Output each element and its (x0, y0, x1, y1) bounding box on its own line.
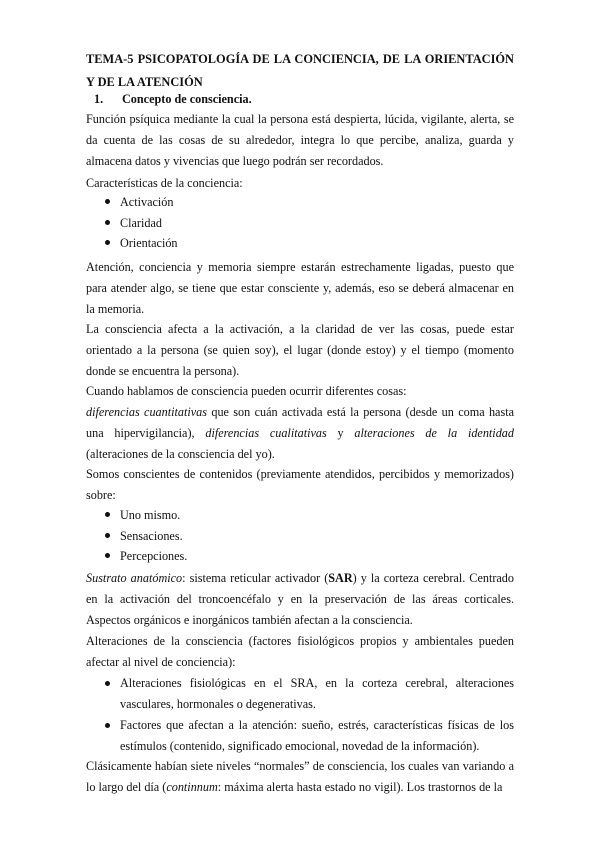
bullet-icon (105, 220, 110, 225)
section-number: 1. (94, 92, 104, 106)
quantitative-term: diferencias cuantitativas (86, 405, 208, 419)
contents-list (86, 505, 514, 567)
levels-paragraph: Clásicamente habían siete niveles “normales” de consciencia, los cuales van variando a lo largo del día (continnum: máxima alerta hasta estado no vigil). Los trastornos de la (86, 759, 514, 794)
characteristics-label: Características de la conciencia: (86, 176, 243, 190)
characteristics-list (86, 192, 514, 254)
bullet-icon (105, 681, 110, 686)
sar-abbreviation: SAR (328, 571, 353, 585)
affect-paragraph: La consciencia afecta a la activación, a la claridad de ver las cosas, puede estar orientado a la persona (se quien soy), el lugar (donde estoy) y el tiempo (momento donde se encuentra la persona). (86, 322, 514, 378)
list-item: Activación (86, 192, 514, 213)
document-title: TEMA-5 PSICOPATOLOGÍA DE LA CONCIENCIA, DE LA ORIENTACIÓN Y DE LA ATENCIÓN (86, 52, 514, 89)
continnum-term: continnum (166, 780, 218, 794)
alterations-list (86, 673, 514, 757)
differences-paragraph: diferencias cuantitativas que son cuán activada está la persona (desde un coma hasta una hipervigilancia), diferencias cualitativas y alteraciones de la identidad (alteraciones de la consciencia del yo). (86, 405, 514, 461)
identity-term: alteraciones de la identidad (354, 426, 514, 440)
alterations-paragraph: Alteraciones de la consciencia (factores fisiológicos propios y ambientales pueden afectar al nivel de conciencia): (86, 634, 514, 669)
bullet-icon (105, 533, 110, 538)
list-item: Uno mismo. (86, 505, 514, 526)
list-item: Percepciones. (86, 546, 514, 567)
list-item: Factores que afectan a la atención: sueño, estrés, características físicas de los estímulos (contenido, significado emocional, novedad de la información). (86, 715, 514, 757)
intro-paragraph: Función psíquica mediante la cual la persona está despierta, lúcida, vigilante, alerta, se da cuenta de las cosas de su alrededor, integra lo que percibe, analiza, guarda y almacena datos y vivencias que luego podrán ser recordados. (86, 112, 514, 168)
bullet-icon (105, 553, 110, 558)
section-heading (94, 90, 522, 108)
bullet-icon (105, 199, 110, 204)
qualitative-term: diferencias cualitativas (205, 426, 327, 440)
list-item: Claridad (86, 213, 514, 234)
list-item: Alteraciones fisiológicas en el SRA, en la corteza cerebral, alteraciones vasculares, hormonales o degenerativas. (86, 673, 514, 715)
list-item: Orientación (86, 233, 514, 254)
when-paragraph: Cuando hablamos de consciencia pueden ocurrir diferentes cosas: (86, 384, 407, 398)
bullet-icon (105, 240, 110, 245)
list-item: Sensaciones. (86, 526, 514, 547)
section-title: Concepto de consciencia. (122, 92, 252, 106)
substrate-term: Sustrato anatómico (86, 571, 183, 585)
bullet-icon (105, 512, 110, 517)
bullet-icon (105, 723, 110, 728)
contents-paragraph: Somos conscientes de contenidos (previamente atendidos, percibidos y memorizados) sobre: (86, 467, 514, 502)
substrate-paragraph: Sustrato anatómico: sistema reticular activador (SAR) y la corteza cerebral. Centrado en la activación del troncoencéfalo y en la preservación de las áreas corticales. Aspectos orgánicos e inorgánicos también afectan a la consciencia. (86, 571, 514, 627)
attention-paragraph: Atención, conciencia y memoria siempre estarán estrechamente ligadas, puesto que para atender algo, se tiene que estar consciente y, además, eso se deberá almacenar en la memoria. (86, 260, 514, 316)
